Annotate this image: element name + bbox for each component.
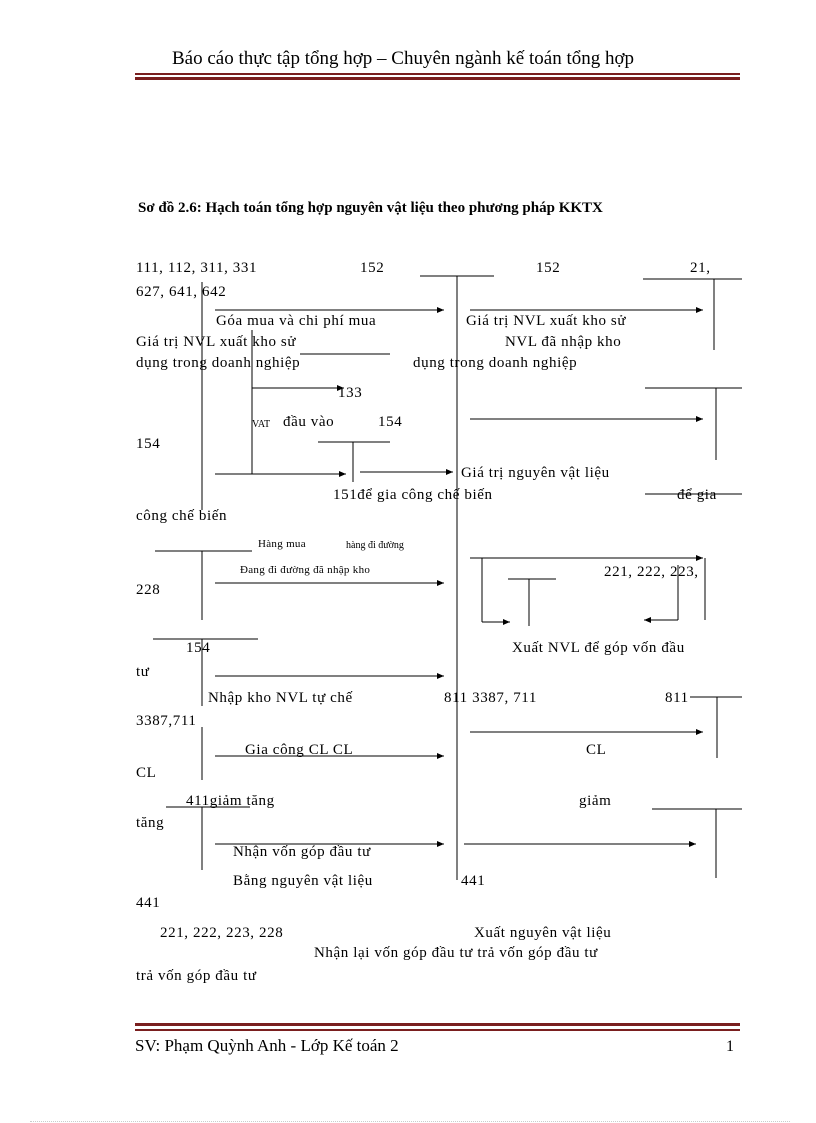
label-627: 627, 641, 642 [136,284,227,300]
label-811-3387: 811 3387, 711 [444,690,537,706]
label-nvl-stocked: NVL đã nhập kho [505,334,622,350]
label-issue-value-2: Giá trị NVL xuất kho sử [136,334,297,350]
label-111: 111, 112, 311, 331 [136,260,258,276]
label-152-left: 152 [360,260,385,276]
label-for-processing: để gia [677,487,717,503]
label-capital-returned: Nhận lại vốn góp đầu tư trả vốn góp đầu tư [314,945,598,961]
label-441-left: 441 [136,895,161,911]
label-capital-received: Nhận vốn góp đầu tư [233,844,371,860]
diagram-title: Sơ đồ 2.6: Hạch toán tổng hợp nguyên vật liệu theo phương pháp KKTX [138,200,603,216]
label-154-left: 154 [136,436,161,452]
label-decrease: giảm [579,793,612,809]
label-cl-left: CL [136,765,157,781]
label-material-issue: Xuất nguyên vật liệu [474,925,612,941]
label-usage-2: dụng trong doanh nghiệp [413,355,578,371]
label-3387: 3387,711 [136,713,197,729]
label-228: 228 [136,582,161,598]
page-number: 1 [726,1038,734,1055]
label-154-lower: 154 [186,640,211,656]
label-in-materials: Bằng nguyên vật liệu [233,873,373,889]
label-441-mid: 441 [461,873,486,889]
label-investment-issue: Xuất NVL để góp vốn đầu [512,640,685,656]
label-increase: tăng [136,815,165,831]
page-edge-divider [30,1121,790,1122]
label-811: 811 [665,690,689,706]
label-221-group: 221, 222, 223, [604,564,699,580]
label-material-value: Giá trị nguyên vật liệu [461,465,610,481]
label-vat: VAT [252,419,271,430]
label-152-right: 152 [536,260,561,276]
page-header: Báo cáo thực tập tổng hợp – Chuyên ngành kế toán tổng hợp [172,48,635,69]
label-goods-transit: hàng đi đường [346,540,404,551]
label-133: 133 [338,385,363,401]
footer-rule [135,1029,740,1031]
label-tu: tư [136,664,150,680]
label-processing-cl: Gia công CL CL [245,742,354,758]
label-411: 411giảm tăng [186,793,275,809]
footer-student: SV: Phạm Quỳnh Anh - Lớp Kế toán 2 [135,1036,399,1055]
label-in-transit-stocked: Đang đi đường đã nhập kho [240,564,371,576]
label-151-processing: 151để gia công chế biến [333,487,493,503]
label-cl-right: CL [586,742,607,758]
label-self-made: Nhập kho NVL tự chế [208,690,353,706]
label-purchase-cost: Góa mua và chi phí mua [216,313,377,329]
label-221-bottom: 221, 222, 223, 228 [160,925,284,941]
label-goods-bought: Hàng mua [258,538,306,550]
label-issue-value: Giá trị NVL xuất kho sử [466,313,627,329]
footer-rule-thick [135,1023,740,1026]
label-usage-1: dụng trong doanh nghiệp [136,355,301,371]
label-return-capital: trả vốn góp đầu tư [136,968,257,984]
label-154-mid: 154 [378,414,403,430]
label-input: đầu vào [283,414,335,430]
label-processing: công chế biến [136,508,228,524]
label-21: 21, [690,260,711,276]
